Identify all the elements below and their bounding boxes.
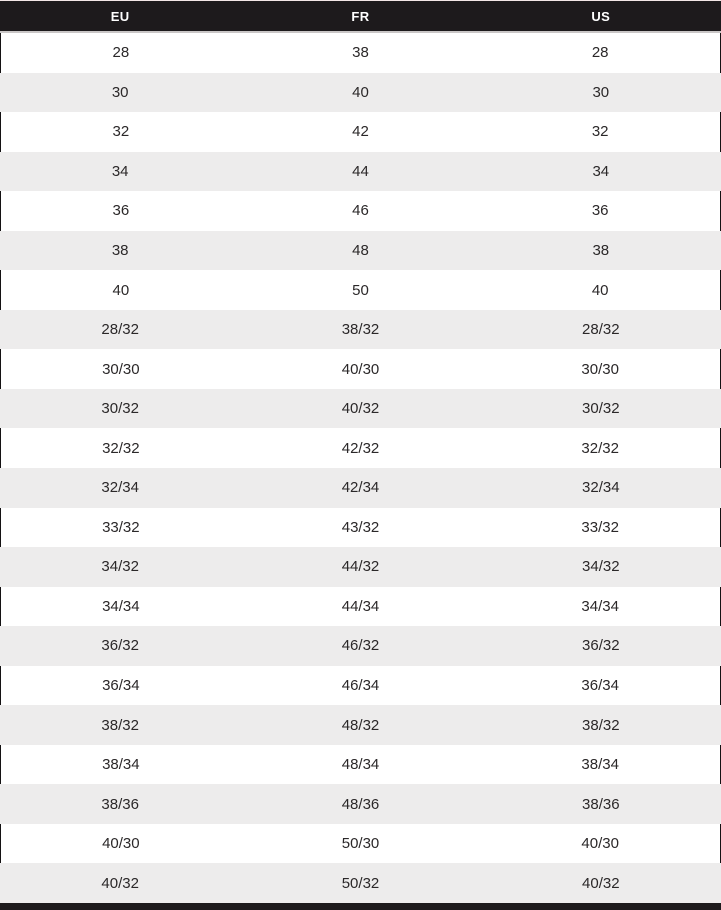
column-header-us: US [591, 8, 611, 24]
column-header-fr: FR [351, 8, 370, 24]
table-cell: 46/32 [341, 637, 380, 655]
table-cell: 38/36 [582, 795, 620, 813]
next-section-header-partial [0, 903, 721, 910]
table-row [0, 112, 721, 152]
table-cell: 44/34 [341, 597, 380, 615]
table-cell: 34 [111, 162, 129, 180]
table-cell: 43/32 [341, 518, 380, 536]
table-row [0, 191, 721, 231]
table-row [0, 152, 721, 192]
table-cell: 40/30 [102, 835, 140, 853]
table-cell: 38 [352, 44, 369, 62]
table-cell: 36/32 [101, 637, 139, 655]
table-row [0, 547, 721, 587]
table-row [0, 745, 721, 785]
table-cell: 40 [352, 83, 369, 101]
table-cell: 30/30 [102, 360, 140, 378]
table-cell: 46 [352, 202, 369, 220]
table-row [0, 705, 721, 745]
table-cell: 48 [352, 242, 369, 259]
table-cell: 28/32 [582, 321, 620, 339]
table-cell: 34/32 [582, 558, 620, 576]
table-cell: 40/32 [341, 400, 380, 418]
table-cell: 38/34 [581, 756, 619, 774]
table-row [0, 349, 721, 389]
table-row [0, 270, 721, 310]
table-row [0, 587, 721, 627]
table-cell: 44/32 [341, 558, 380, 576]
table-cell: 32 [591, 123, 609, 141]
table-cell: 40 [591, 281, 609, 299]
table-cell: 33/32 [581, 518, 619, 536]
table-cell: 48/32 [341, 716, 380, 734]
table-row [0, 310, 721, 350]
table-cell: 33/32 [102, 518, 140, 536]
table-cell: 28/32 [101, 321, 139, 339]
table-cell: 28 [112, 44, 130, 62]
table-cell: 36/34 [581, 677, 619, 695]
table-cell: 32 [112, 123, 130, 141]
table-cell: 38 [111, 242, 129, 259]
table-cell: 30/32 [101, 400, 139, 418]
table-cell: 42/34 [341, 479, 380, 497]
table-cell: 50 [352, 281, 369, 299]
table-cell: 28 [591, 44, 609, 62]
table-row [0, 863, 721, 903]
table-row [0, 73, 721, 113]
table-cell: 38/34 [102, 756, 140, 774]
table-cell: 38/32 [341, 321, 380, 339]
table-cell: 34/34 [581, 597, 619, 615]
table-cell: 32/34 [101, 479, 139, 497]
table-cell: 30 [592, 83, 610, 101]
table-cell: 40/30 [581, 835, 619, 853]
table-row [0, 666, 721, 706]
table-cell: 38 [592, 242, 610, 259]
table-cell: 32/32 [102, 439, 140, 457]
table-cell: 30 [111, 83, 129, 101]
table-row [0, 33, 721, 73]
table-cell: 44 [352, 162, 369, 180]
table-cell: 46/34 [341, 677, 380, 695]
table-cell: 36/32 [582, 637, 620, 655]
table-cell: 36 [591, 202, 609, 220]
table-cell: 38/32 [101, 716, 139, 734]
table-row [0, 231, 721, 271]
table-body [0, 33, 721, 903]
table-cell: 32/32 [581, 439, 619, 457]
table-cell: 40/32 [101, 874, 139, 892]
table-cell: 42/32 [341, 439, 380, 457]
table-cell: 48/34 [341, 756, 380, 774]
table-cell: 32/34 [582, 479, 620, 497]
table-row [0, 428, 721, 468]
table-cell: 36 [112, 202, 130, 220]
table-cell: 36/34 [102, 677, 140, 695]
table-cell: 40 [112, 281, 130, 299]
table-row [0, 389, 721, 429]
table-cell: 34/32 [101, 558, 139, 576]
table-row [0, 626, 721, 666]
table-cell: 38/36 [101, 795, 139, 813]
table-cell: 30/30 [581, 360, 619, 378]
table-cell: 50/32 [341, 874, 380, 892]
table-row [0, 508, 721, 548]
table-cell: 34 [592, 162, 610, 180]
table-cell: 48/36 [341, 795, 380, 813]
table-cell: 30/32 [582, 400, 620, 418]
table-cell: 38/32 [582, 716, 620, 734]
table-row [0, 784, 721, 824]
table-cell: 34/34 [102, 597, 140, 615]
table-cell: 40/30 [341, 360, 380, 378]
table-row [0, 468, 721, 508]
table-cell: 50/30 [341, 835, 380, 853]
table-cell: 42 [352, 123, 369, 141]
table-header-row [0, 1, 721, 31]
column-header-eu: EU [110, 8, 130, 24]
table-cell: 40/32 [582, 874, 620, 892]
table-row [0, 824, 721, 864]
